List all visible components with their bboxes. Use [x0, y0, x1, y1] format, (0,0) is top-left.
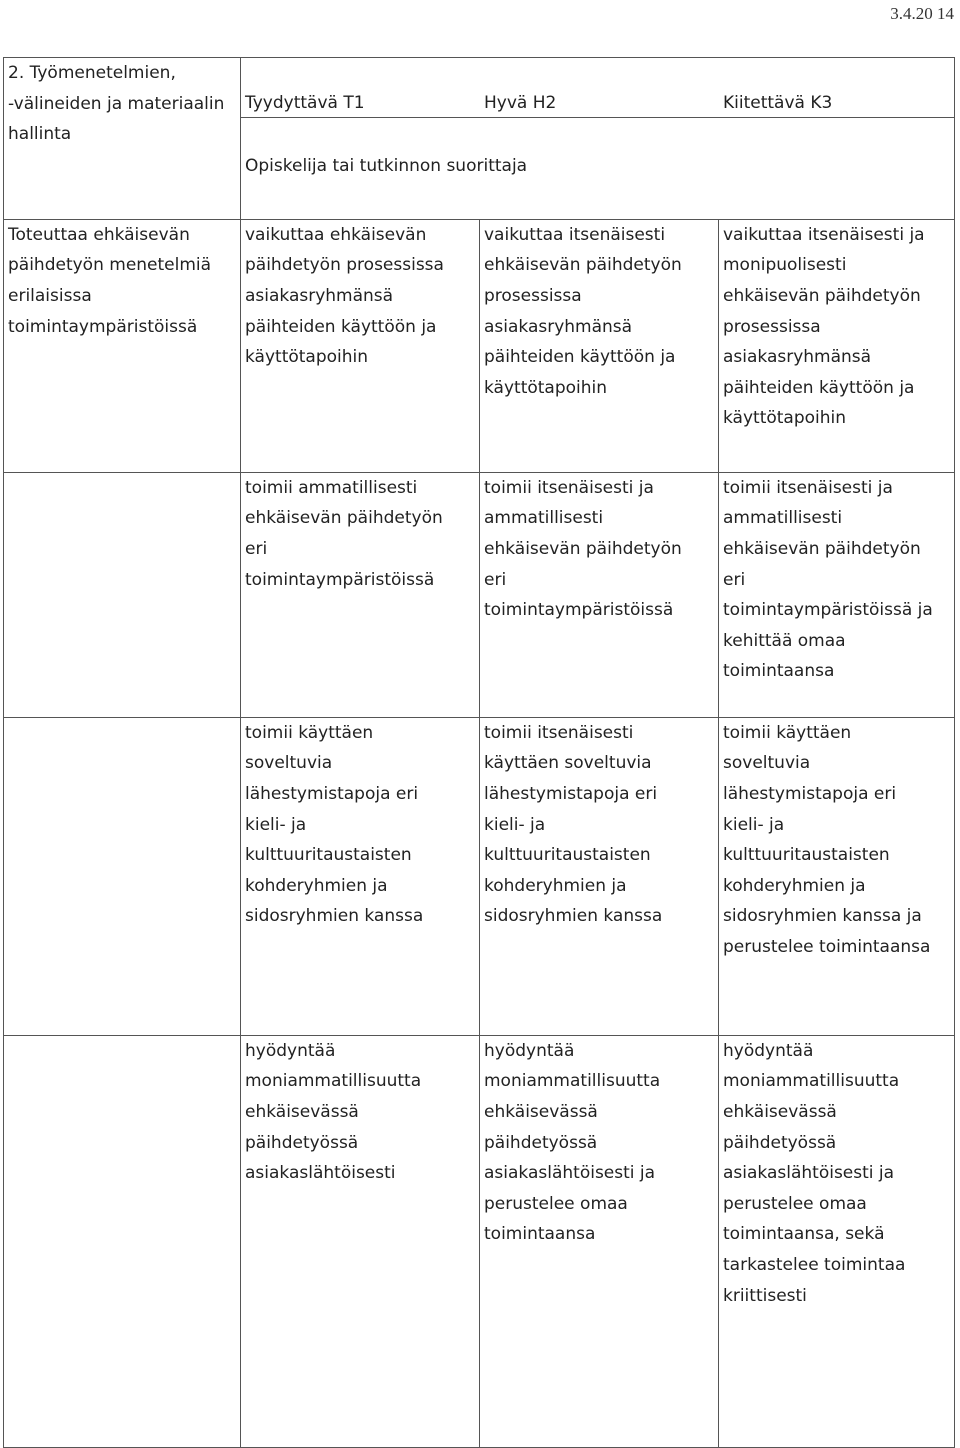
subtitle: Opiskelija tai tutkinnon suorittaja: [245, 156, 528, 177]
h2-cell: toimii itsenäisesti käyttäen soveltuvia lähestymistapoja eri kieli- ja kulttuuritaustaisten kohderyhmien ja sidosryhmien kanssa: [480, 717, 719, 1035]
grade-t1: Tyydyttävä T1: [245, 92, 365, 113]
t1-cell: toimii ammatillisesti ehkäisevän päihdetyön eri toimintaympäristöissä: [241, 472, 480, 717]
table-row: [4, 219, 955, 472]
criterion-cell: Toteuttaa ehkäisevän päihdetyön menetelmiä erilaisissa toimintaympäristöissä: [4, 219, 241, 472]
h2-cell: toimii itsenäisesti ja ammatillisesti ehkäisevän päihdetyön eri toimintaympäristöissä: [480, 472, 719, 717]
header-grades-cell: [241, 58, 955, 220]
criterion-cell: [4, 472, 241, 717]
k3-cell: toimii käyttäen soveltuvia lähestymistapoja eri kieli- ja kulttuuritaustaisten kohderyhmien ja sidosryhmien kanssa ja perustelee toimintaansa: [719, 717, 955, 1035]
k3-cell: hyödyntää moniammatillisuutta ehkäisevässä päihdetyössä asiakaslähtöisesti ja perustelee omaa toimintaansa, sekä tarkastelee toimintaa kriittisesti: [719, 1035, 955, 1447]
grade-h2: Hyvä H2: [484, 92, 557, 113]
section-title: 2. Työmenetelmien, -välineiden ja materiaalin hallinta: [4, 58, 241, 220]
criterion-cell: [4, 717, 241, 1035]
header-row: [4, 58, 955, 220]
criterion-cell: [4, 1035, 241, 1447]
table-row: [4, 472, 955, 717]
k3-cell: toimii itsenäisesti ja ammatillisesti ehkäisevän päihdetyön eri toimintaympäristöissä ja kehittää omaa toimintaansa: [719, 472, 955, 717]
k3-cell: vaikuttaa itsenäisesti ja monipuolisesti ehkäisevän päihdetyön prosessissa asiakasryhmänsä päihteiden käyttöön ja käyttötapoihin: [719, 219, 955, 472]
t1-cell: vaikuttaa ehkäisevän päihdetyön prosessissa asiakasryhmänsä päihteiden käyttöön ja käyttötapoihin: [241, 219, 480, 472]
grade-k3: Kiitettävä K3: [723, 92, 833, 113]
grade-headings: [241, 89, 954, 118]
table-row: [4, 717, 955, 1035]
t1-cell: hyödyntää moniammatillisuutta ehkäisevässä päihdetyössä asiakaslähtöisesti: [241, 1035, 480, 1447]
table-row: [4, 1035, 955, 1447]
h2-cell: hyödyntää moniammatillisuutta ehkäisevässä päihdetyössä asiakaslähtöisesti ja perustelee omaa toimintaansa: [480, 1035, 719, 1447]
page-date: 3.4.20 14: [890, 4, 954, 23]
h2-cell: vaikuttaa itsenäisesti ehkäisevän päihdetyön prosessissa asiakasryhmänsä päihteiden käyttöön ja käyttötapoihin: [480, 219, 719, 472]
assessment-table: [3, 57, 955, 1448]
t1-cell: toimii käyttäen soveltuvia lähestymistapoja eri kieli- ja kulttuuritaustaisten kohderyhmien ja sidosryhmien kanssa: [241, 717, 480, 1035]
